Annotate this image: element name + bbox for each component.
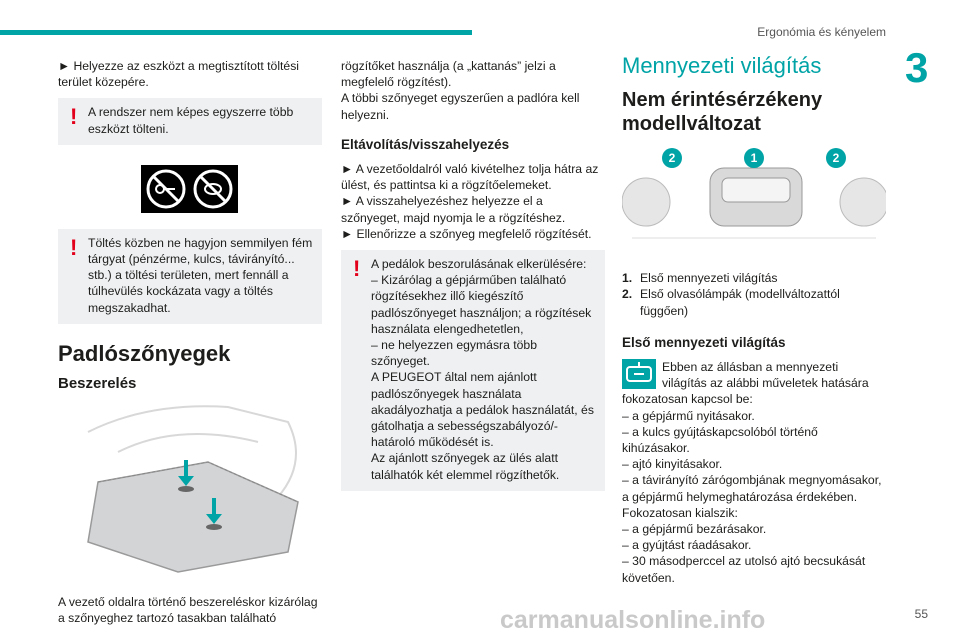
warning-icon: ! — [70, 104, 78, 130]
warning-box-metal — [58, 229, 322, 324]
warning-text: – Kizárólag a gépjárműben található rögzítésekhez illő kiegészítő padlószőnyeget használjon; a rögzítések használata elengedhetetlen, — [371, 273, 592, 336]
top-accent-bar — [0, 30, 472, 35]
ceiling-lamp-door-icon — [622, 359, 656, 389]
floor-mat-illustration — [58, 402, 322, 582]
body-text: – a gépjármű nyitásakor. — [622, 408, 755, 423]
lamp-icon — [622, 359, 656, 389]
column-right — [622, 53, 886, 586]
list-number: 2. — [622, 287, 633, 302]
body-text: Ebben az állásban a mennyezeti világítás az alábbi műveletek hatására fokozatosan kapcsol be: — [622, 360, 869, 407]
continuation-line: megfelelő rögzítést). — [341, 75, 452, 90]
warning-box-pedals — [341, 250, 605, 491]
subheading-front-light: Első mennyezeti világítás — [622, 334, 786, 350]
section-heading-ceiling-light: Mennyezeti világítás — [622, 53, 822, 78]
body-text: Fokozatosan kialszik: — [622, 505, 738, 520]
removal-step: ► A visszahelyezéshez helyezze el a szőnyeget, majd nyomja le a rögzítéshez. — [341, 194, 566, 225]
warning-text: Töltés közben ne hagyjon semmilyen fém tárgyat (pénzérme, kulcs, távirányító... stb.) a töltési területen, mert fennáll a túlhevülés kockázata vagy a töltés megszakadhat. — [88, 235, 313, 315]
callout-1: 1 — [750, 151, 758, 166]
continuation-line: A többi szőnyeget egyszerűen a padlóra kell — [341, 91, 580, 106]
warning-icon: ! — [353, 256, 361, 282]
warning-icon: ! — [70, 234, 78, 260]
warning-text: A pedálok beszorulásának elkerülésére: — [371, 257, 587, 272]
subheading-non-touch: Nem érintésérzékeny modellváltozat — [622, 89, 823, 136]
body-text: – ajtó kinyitásakor. — [622, 457, 723, 472]
column-middle — [341, 58, 605, 501]
section-heading-floor-mats: Padlószőnyegek — [58, 340, 231, 366]
body-text: – a távirányító zárógombjának megnyomásakor, a gépjármű helymeghatározása érdekében. — [622, 473, 882, 504]
removal-step: ► Ellenőrizze a szőnyeg megfelelő rögzítését. — [341, 226, 592, 241]
warning-text: A rendszer nem képes egyszerre több eszközt tölteni. — [88, 105, 294, 136]
column-left — [58, 58, 322, 627]
list-item — [622, 286, 886, 318]
installation-text: A vezető oldalra történő beszereléskor kizárólag a szőnyeghez tartozó tasakban található — [58, 595, 318, 626]
callout-2-right: 2 — [832, 151, 840, 166]
body-text: – a gépjármű bezárásakor. — [622, 522, 767, 537]
page-number: 55 — [914, 607, 928, 621]
prohibition-pictogram — [141, 165, 238, 213]
body-text: – a kulcs gyújtáskapcsolóból történő kihúzásakor. — [622, 424, 818, 456]
list-item — [622, 270, 886, 286]
subheading-removal: Eltávolítás/visszahelyezés — [341, 136, 510, 152]
warning-box-multiple — [58, 98, 322, 144]
list-text: Első olvasólámpák (modellváltozattól függően) — [640, 287, 840, 318]
body-text: – 30 másodperccel az utolsó ajtó becsukását követően. — [622, 554, 866, 585]
removal-step: ► A vezetőoldalról való kivételhez tolja hátra az ülést, és pattintsa ki a rögzítőelemeket. — [341, 162, 599, 193]
chapter-number: 3 — [905, 44, 929, 91]
subheading-installation: Beszerelés — [58, 375, 137, 393]
callout-2-left: 2 — [668, 151, 676, 166]
legend-list — [622, 270, 886, 319]
ceiling-light-illustration — [622, 148, 886, 258]
warning-text: A PEUGEOT által nem ajánlott padlószőnyegek használata akadályozhatja a pedálok használatát, és gátolhatja a sebességszabályozó/-határoló működését is. — [371, 370, 594, 450]
warning-text: Az ajánlott szőnyegek az ülés alatt találhatók két elemmel rögzíthetők. — [371, 451, 560, 482]
step-place-device: ► Helyezze az eszközt a megtisztított töltési terület közepére. — [58, 59, 300, 90]
body-text: – a gyújtást ráadásakor. — [622, 538, 752, 553]
continuation-line: helyezni. — [341, 107, 390, 122]
warning-text: – ne helyezzen egymásra több szőnyeget. — [371, 338, 537, 369]
list-text: Első mennyezeti világítás — [640, 271, 778, 286]
watermark: carmanualsonline.info — [500, 606, 766, 634]
continuation-line: rögzítőket használja (a „kattanás” jelzi a — [341, 59, 556, 73]
list-number: 1. — [622, 271, 633, 286]
running-title: Ergonómia és kényelem — [757, 25, 886, 39]
no-keys-no-coins-icon — [141, 165, 238, 213]
